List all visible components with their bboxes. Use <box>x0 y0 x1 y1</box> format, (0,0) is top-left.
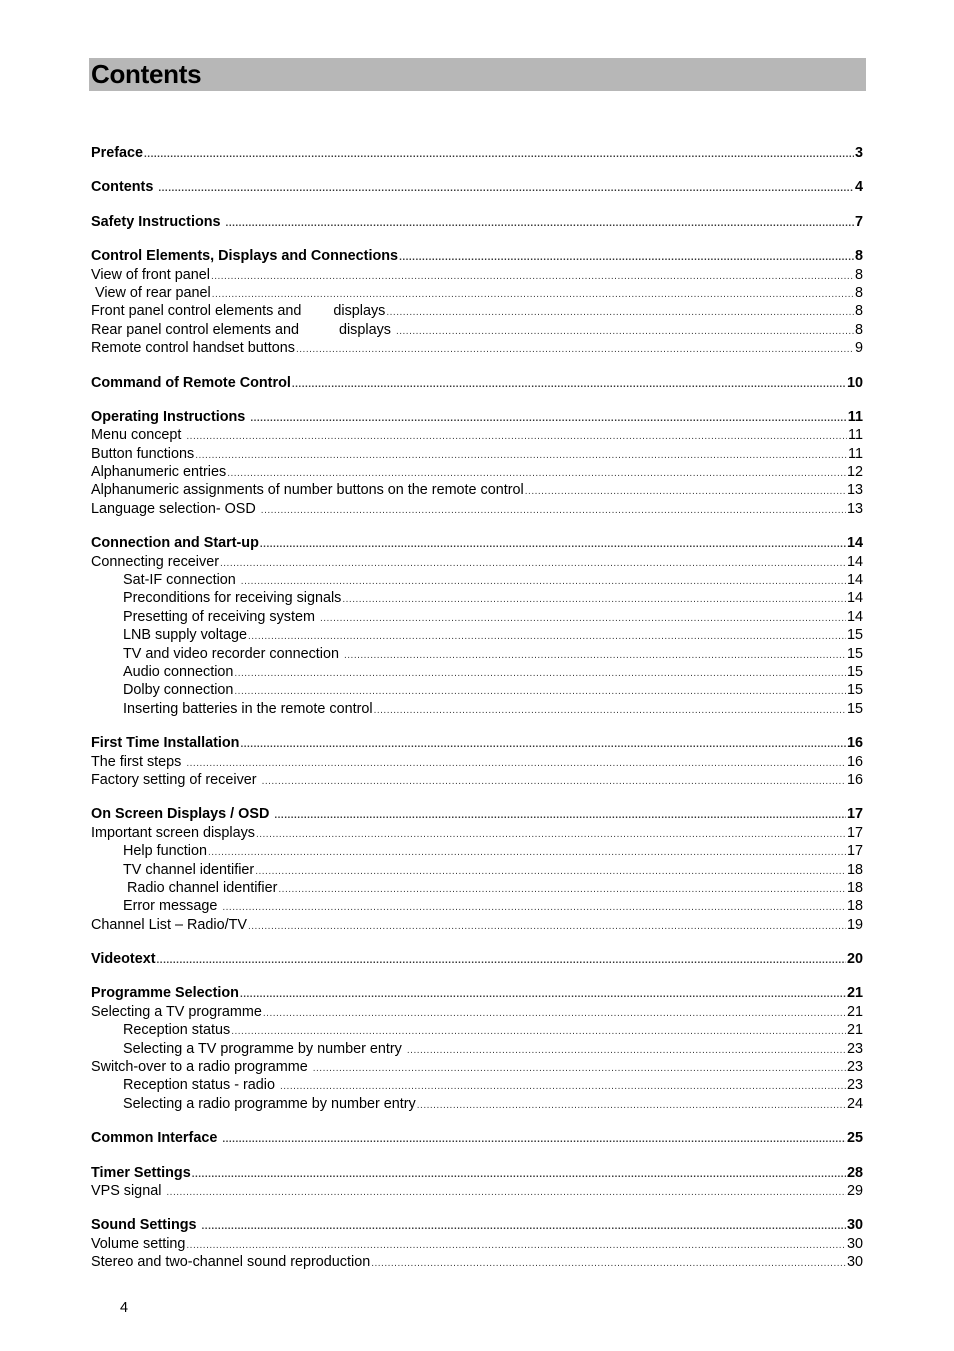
toc-entry-title: Command of Remote Control <box>91 374 291 391</box>
toc-entry-page: 4 <box>854 179 863 196</box>
toc-entry[interactable] <box>91 445 863 463</box>
dot-leader <box>399 249 854 265</box>
toc-entry-page: 13 <box>846 500 863 517</box>
dot-leader <box>371 1255 846 1271</box>
toc-chapter[interactable] <box>91 144 863 162</box>
toc-entry-title: Important screen displays <box>91 824 255 841</box>
dot-leader <box>261 502 846 518</box>
dot-leader <box>202 1218 846 1234</box>
toc-entry-title: Safety Instructions <box>91 213 225 230</box>
toc-entry-title: Alphanumeric assignments of number buttons on the remote control <box>91 482 524 499</box>
toc-entry-page: 20 <box>846 951 863 968</box>
toc-entry-page: 15 <box>846 700 863 717</box>
toc-entry-title: Selecting a TV programme by number entry <box>123 1040 406 1057</box>
toc-chapter[interactable] <box>91 1164 863 1182</box>
toc-entry[interactable] <box>91 321 863 339</box>
dot-leader <box>525 483 846 499</box>
toc-entry-title: Dolby connection <box>123 682 234 699</box>
toc-chapter[interactable] <box>91 950 863 968</box>
toc-entry-title: Programme Selection <box>91 985 239 1002</box>
dot-leader <box>278 881 846 897</box>
toc-entry-page: 30 <box>846 1235 863 1252</box>
toc-entry-title: LNB supply voltage <box>123 627 247 644</box>
toc-entry-title: Reception status - radio <box>123 1077 279 1094</box>
toc-entry-page: 21 <box>846 985 863 1002</box>
toc-entry-title: Connection and Start-up <box>91 535 259 552</box>
toc-entry-page: 8 <box>854 284 863 301</box>
toc-entry[interactable] <box>91 681 863 699</box>
dot-leader <box>248 918 846 934</box>
toc-entry-page: 14 <box>846 608 863 625</box>
toc-entry-page: 17 <box>846 806 863 823</box>
toc-entry-title: Front panel control elements and displays <box>91 303 386 320</box>
toc-entry-page: 15 <box>846 645 863 662</box>
dot-leader <box>344 647 846 663</box>
toc-entry-title: Audio connection <box>123 663 234 680</box>
toc-entry-page: 18 <box>846 861 863 878</box>
toc-entry-title: Preface <box>91 145 144 161</box>
toc-chapter[interactable] <box>91 247 863 265</box>
toc-entry-title: The first steps <box>91 753 186 770</box>
toc-entry-page: 15 <box>846 682 863 699</box>
page-number: 4 <box>120 1300 129 1316</box>
toc-entry-title: Sound Settings <box>91 1217 201 1234</box>
toc-chapter[interactable] <box>91 408 863 426</box>
toc-entry-title: Language selection- OSD <box>91 500 260 517</box>
toc-entry-page: 30 <box>846 1254 863 1271</box>
toc-chapter[interactable] <box>91 984 863 1002</box>
dot-leader <box>313 1060 846 1076</box>
toc-entry-page: 28 <box>846 1164 863 1181</box>
dot-leader <box>186 1237 846 1253</box>
toc-entry-page: 14 <box>846 535 863 552</box>
dot-leader <box>234 683 846 699</box>
toc-chapter[interactable] <box>91 178 863 196</box>
toc-entry[interactable] <box>91 463 863 481</box>
dot-leader <box>240 986 846 1002</box>
table-of-contents <box>91 144 863 1272</box>
dot-leader <box>222 1131 846 1147</box>
toc-entry[interactable] <box>91 916 863 934</box>
toc-chapter[interactable] <box>91 374 863 392</box>
toc-entry-page: 23 <box>846 1040 863 1057</box>
dot-leader <box>280 1078 846 1094</box>
dot-leader <box>274 807 846 823</box>
toc-entry[interactable] <box>91 266 863 284</box>
toc-entry-page: 16 <box>846 735 863 752</box>
dot-leader <box>166 1184 846 1200</box>
dot-leader <box>374 702 846 718</box>
toc-entry-page: 8 <box>854 248 863 265</box>
toc-entry[interactable] <box>91 1040 863 1058</box>
toc-entry-page: 11 <box>848 445 863 462</box>
toc-entry-page: 8 <box>854 321 863 338</box>
dot-leader <box>256 826 846 842</box>
toc-entry-title: Channel List – Radio/TV <box>91 916 247 933</box>
dot-leader <box>248 628 846 644</box>
toc-entry-page: 23 <box>846 1059 863 1076</box>
dot-leader <box>250 410 846 426</box>
toc-entry[interactable] <box>91 339 863 357</box>
toc-entry-title: Factory setting of receiver <box>91 771 261 788</box>
dot-leader <box>157 952 846 968</box>
toc-entry[interactable] <box>91 1253 863 1271</box>
dot-leader <box>192 1166 846 1182</box>
toc-entry[interactable] <box>91 500 863 518</box>
toc-entry[interactable] <box>91 1003 863 1021</box>
toc-entry-page: 8 <box>854 266 863 283</box>
dot-leader <box>212 286 854 302</box>
dot-leader <box>226 215 854 231</box>
heading-bar <box>89 58 866 91</box>
toc-entry-page: 15 <box>846 663 863 680</box>
toc-entry[interactable] <box>91 1021 863 1039</box>
dot-leader <box>296 341 854 357</box>
toc-entry[interactable] <box>91 771 863 789</box>
toc-entry-page: 19 <box>846 916 863 933</box>
toc-entry-title: On Screen Displays / OSD <box>91 806 274 823</box>
dot-leader <box>144 146 854 162</box>
toc-entry-page: 21 <box>846 1003 863 1020</box>
toc-entry[interactable] <box>91 302 863 320</box>
dot-leader <box>407 1042 846 1058</box>
toc-entry-title: Selecting a TV programme <box>91 1003 262 1020</box>
toc-entry-title: Timer Settings <box>91 1164 191 1181</box>
dot-leader <box>263 1005 846 1021</box>
dot-leader <box>241 573 846 589</box>
toc-entry-title: Error message <box>123 898 222 915</box>
toc-entry[interactable] <box>91 897 863 915</box>
toc-entry-title: Common Interface <box>91 1130 222 1147</box>
toc-entry-page: 14 <box>846 553 863 570</box>
toc-entry-title: TV and video recorder connection <box>123 645 343 662</box>
dot-leader <box>386 304 854 320</box>
toc-entry[interactable] <box>91 1235 863 1253</box>
dot-leader <box>260 536 846 552</box>
dot-leader <box>208 844 846 860</box>
toc-entry-title: Help function <box>123 843 207 860</box>
toc-entry-page: 3 <box>854 145 863 161</box>
toc-entry-page: 23 <box>846 1077 863 1094</box>
toc-entry-title: Radio channel identifier <box>123 879 278 896</box>
dot-leader <box>211 268 854 284</box>
toc-entry[interactable] <box>91 553 863 571</box>
toc-chapter[interactable] <box>91 534 863 552</box>
toc-entry-title: Sat-IF connection <box>123 572 240 589</box>
toc-entry-title: Presetting of receiving system <box>123 608 319 625</box>
dot-leader <box>417 1097 846 1113</box>
dot-leader <box>220 555 846 571</box>
dot-leader <box>186 755 846 771</box>
dot-leader <box>227 465 846 481</box>
toc-entry-page: 21 <box>846 1022 863 1039</box>
toc-chapter[interactable] <box>91 213 863 231</box>
toc-entry-title: View of front panel <box>91 266 210 283</box>
toc-entry[interactable] <box>91 481 863 499</box>
dot-leader <box>255 863 846 879</box>
dot-leader <box>158 180 854 196</box>
dot-leader <box>231 1023 846 1039</box>
toc-entry-page: 14 <box>846 572 863 589</box>
toc-entry[interactable] <box>91 1058 863 1076</box>
toc-chapter[interactable] <box>91 1129 863 1147</box>
toc-entry-title: Stereo and two-channel sound reproduction <box>91 1254 371 1271</box>
toc-entry-page: 25 <box>846 1130 863 1147</box>
toc-entry-page: 16 <box>846 771 863 788</box>
toc-chapter[interactable] <box>91 1216 863 1234</box>
toc-entry-title: VPS signal <box>91 1182 166 1199</box>
toc-entry-title: Switch-over to a radio programme <box>91 1059 312 1076</box>
toc-entry-title: Remote control handset buttons <box>91 340 295 357</box>
toc-chapter[interactable] <box>91 805 863 823</box>
toc-entry[interactable] <box>91 571 863 589</box>
toc-entry[interactable] <box>91 824 863 842</box>
toc-entry[interactable] <box>91 842 863 860</box>
dot-leader <box>342 591 846 607</box>
toc-entry-title: Connecting receiver <box>91 553 219 570</box>
toc-entry-page: 17 <box>846 843 863 860</box>
toc-entry-title: Videotext <box>91 951 156 968</box>
toc-entry[interactable] <box>91 626 863 644</box>
toc-entry-page: 17 <box>846 824 863 841</box>
toc-entry-page: 15 <box>846 627 863 644</box>
toc-entry-title: Reception status <box>123 1022 231 1039</box>
toc-entry-page: 9 <box>854 340 863 357</box>
toc-entry[interactable] <box>91 426 863 444</box>
toc-entry-title: Inserting batteries in the remote control <box>123 700 373 717</box>
toc-entry-page: 12 <box>846 464 863 481</box>
toc-entry-page: 29 <box>846 1182 863 1199</box>
toc-entry-page: 14 <box>846 590 863 607</box>
toc-entry[interactable] <box>91 1076 863 1094</box>
toc-entry-title: First Time Installation <box>91 735 240 752</box>
toc-entry-title: Button functions <box>91 445 195 462</box>
toc-entry[interactable] <box>91 879 863 897</box>
toc-entry-title: Volume setting <box>91 1235 186 1252</box>
toc-entry[interactable] <box>91 663 863 681</box>
dot-leader <box>262 773 846 789</box>
toc-entry[interactable] <box>91 1182 863 1200</box>
toc-entry-title: Contents <box>91 179 158 196</box>
dot-leader <box>234 665 846 681</box>
toc-entry-page: 18 <box>846 898 863 915</box>
toc-entry-title: Menu concept <box>91 427 186 444</box>
toc-entry[interactable] <box>91 1095 863 1113</box>
dot-leader <box>240 736 846 752</box>
dot-leader <box>195 447 847 463</box>
toc-entry[interactable] <box>91 608 863 626</box>
toc-entry-page: 10 <box>846 374 863 391</box>
toc-entry-page: 13 <box>846 482 863 499</box>
toc-entry-page: 11 <box>848 427 863 444</box>
toc-entry-page: 18 <box>846 879 863 896</box>
toc-entry-title: TV channel identifier <box>123 861 255 878</box>
toc-entry-title: Preconditions for receiving signals <box>123 590 342 607</box>
toc-entry-page: 16 <box>846 753 863 770</box>
page-title: Contents <box>91 59 202 89</box>
toc-entry-title: Control Elements, Displays and Connections <box>91 248 399 265</box>
toc-entry-page: 11 <box>847 408 863 425</box>
toc-entry[interactable] <box>91 645 863 663</box>
toc-entry[interactable] <box>91 753 863 771</box>
toc-entry-title: Selecting a radio programme by number entry <box>123 1095 416 1112</box>
dot-leader <box>292 376 846 392</box>
toc-chapter[interactable] <box>91 734 863 752</box>
toc-entry-page: 30 <box>846 1217 863 1234</box>
toc-entry-page: 7 <box>854 213 863 230</box>
toc-entry[interactable] <box>91 284 863 302</box>
toc-entry[interactable] <box>91 700 863 718</box>
toc-entry[interactable] <box>91 589 863 607</box>
toc-entry-page: 24 <box>846 1095 863 1112</box>
toc-entry[interactable] <box>91 861 863 879</box>
toc-entry-page: 8 <box>854 303 863 320</box>
dot-leader <box>396 323 854 339</box>
dot-leader <box>320 610 846 626</box>
toc-entry-title: Rear panel control elements and displays <box>91 321 395 338</box>
toc-entry-title: Alphanumeric entries <box>91 464 227 481</box>
toc-entry-title: View of rear panel <box>91 284 211 301</box>
dot-leader <box>186 428 847 444</box>
dot-leader <box>222 899 846 915</box>
toc-entry-title: Operating Instructions <box>91 408 250 425</box>
